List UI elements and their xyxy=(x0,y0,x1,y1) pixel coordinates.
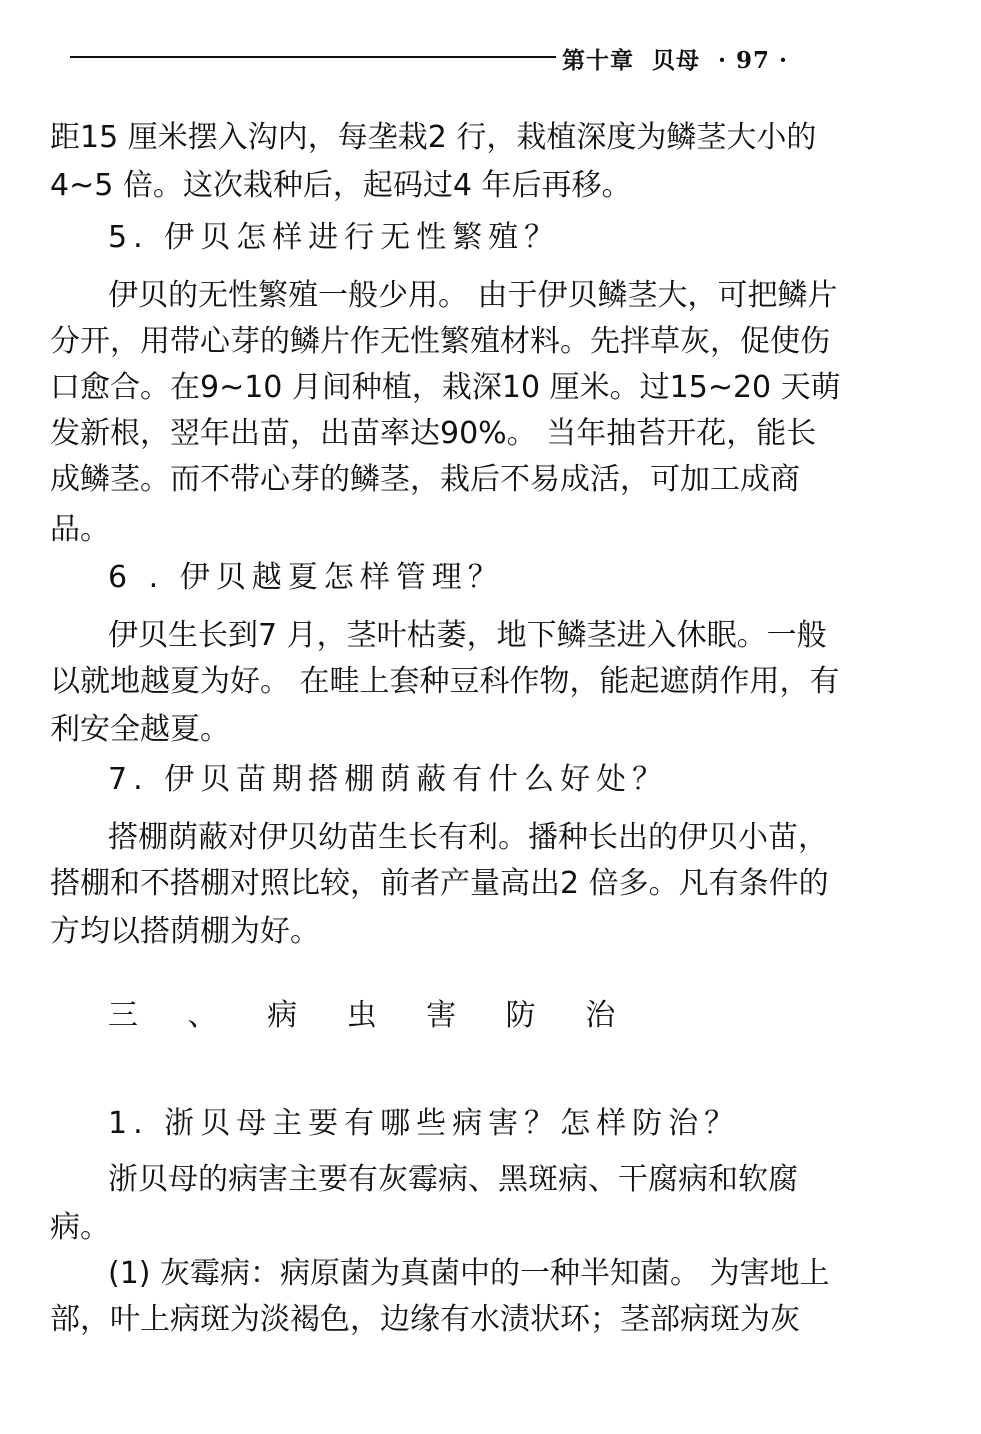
body-line: 利安全越夏。 xyxy=(50,712,230,747)
body-line: 成鳞茎。而不带心芽的鳞茎，栽后不易成活，可加工成商 xyxy=(50,462,800,497)
body-line: 4~5 倍。这次栽种后，起码过4 年后再移。 xyxy=(50,168,632,203)
body-line: 部，叶上病斑为淡褐色，边缘有水渍状环；茎部病斑为灰 xyxy=(50,1302,800,1337)
question-heading-1: 1. 浙贝母主要有哪些病害？怎样防治？ xyxy=(108,1106,741,1141)
section-title: 三 、 病 虫 害 防 治 xyxy=(108,998,636,1033)
body-line: 搭棚和不搭棚对照比较，前者产量高出2 倍多。凡有条件的 xyxy=(50,866,829,901)
body-line: 口愈合。在9~10 月间种植，栽深10 厘米。过15~20 天萌 xyxy=(50,370,841,405)
body-line: 伊贝生长到7 月，茎叶枯萎，地下鳞茎进入休眠。一般 xyxy=(108,618,827,653)
body-line: 搭棚荫蔽对伊贝幼苗生长有利。播种长出的伊贝小苗， xyxy=(108,820,828,855)
body-line: (1) 灰霉病：病原菌为真菌中的一种半知菌。 为害地上 xyxy=(108,1256,830,1291)
body-line: 分开，用带心芽的鳞片作无性繁殖材料。先拌草灰，促使伤 xyxy=(50,324,830,359)
question-heading-6: 6 . 伊贝越夏怎样管理？ xyxy=(108,560,504,595)
body-line: 浙贝母的病害主要有灰霉病、黑斑病、干腐病和软腐 xyxy=(108,1162,798,1197)
body-line: 发新根，翌年出苗，出苗率达90%。 当年抽苔开花，能长 xyxy=(50,416,817,451)
question-heading-5: 5. 伊贝怎样进行无性繁殖？ xyxy=(108,220,561,255)
body-line: 病。 xyxy=(50,1210,110,1245)
body-line: 伊贝的无性繁殖一般少用。 由于伊贝鳞茎大，可把鳞片 xyxy=(108,278,838,313)
body-line: 以就地越夏为好。 在畦上套种豆科作物，能起遮荫作用，有 xyxy=(50,664,840,699)
body-line: 距15 厘米摆入沟内，每垄栽2 行，栽植深度为鳞茎大小的 xyxy=(50,120,817,155)
body-line: 方均以搭荫棚为好。 xyxy=(50,914,320,949)
question-heading-7: 7. 伊贝苗期搭棚荫蔽有什么好处？ xyxy=(108,762,669,797)
body-line: 品。 xyxy=(50,512,110,547)
page-header xyxy=(70,40,850,80)
running-head: 第十章 贝母 · 97 · xyxy=(562,47,789,74)
header-rule xyxy=(70,56,556,58)
